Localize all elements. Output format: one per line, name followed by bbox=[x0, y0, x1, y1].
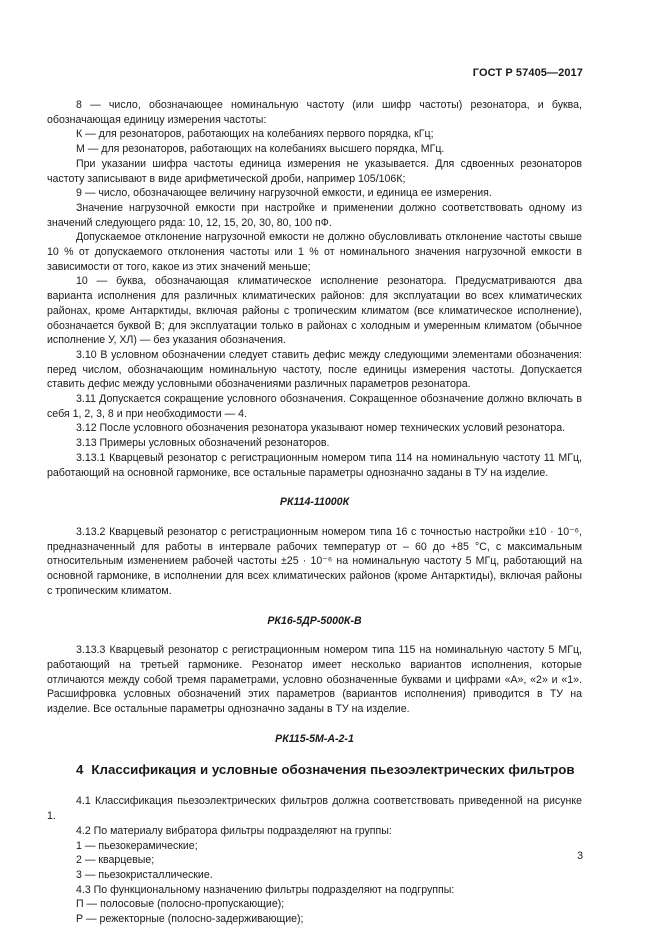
paragraph: 9 — число, обозначающее величину нагрузочной емкости, и единица ее измерения. bbox=[76, 187, 492, 200]
section-number: 4 bbox=[76, 762, 84, 778]
paragraph: 4.2 По материалу вибратора фильтры подразделяют на группы: bbox=[76, 824, 392, 837]
designation-example: РК16-5ДР-5000К-В bbox=[267, 614, 362, 627]
list-item: 3 — пьезокристаллические. bbox=[76, 868, 213, 881]
page-content bbox=[47, 98, 582, 927]
paragraph: 8 — число, обозначающее номинальную частоту (или шифр частоты) резонатора, и буква, обозначающая единицу измерения частоты: bbox=[47, 99, 582, 126]
paragraph: 3.13 Примеры условных обозначений резонаторов. bbox=[76, 437, 330, 450]
list-item: 1 — пьезокерамические; bbox=[76, 839, 198, 852]
page-number: 3 bbox=[577, 850, 583, 862]
designation-example: РК114-11000К bbox=[279, 496, 350, 509]
paragraph: 3.13.3 Кварцевый резонатор с регистрационным номером типа 115 на номинальную частоту 5 МГц, работающий на третьей гармонике. Резонатор имеет несколько вариантов исполнения, которые отличаются между собой тремя параметрами, условно обозначенные буквами и цифрами «А», «2» и «1». Расшифровка условных обозначений этих параметров (вариантов исполнения) приводится в ТУ на изделие. Все остальные параметры однозначно заданы в ТУ на изделие. bbox=[47, 644, 582, 716]
paragraph: Значение нагрузочной емкости при настройке и применении должно соответствовать одному из значений следующего ряда: 10, 12, 15, 20, 30, 80, 100 пФ. bbox=[47, 201, 582, 229]
paragraph: 4.3 По функциональному назначению фильтры подразделяют на подгруппы: bbox=[76, 883, 455, 896]
paragraph: К — для резонаторов, работающих на колебаниях первого порядка, кГц; bbox=[76, 128, 434, 141]
paragraph: 3.11 Допускается сокращение условного обозначения. Сокращенное обозначение должно включать в себя 1, 2, 3, 8 и при необходимости — 4. bbox=[47, 393, 582, 420]
paragraph: 4.1 Классификация пьезоэлектрических фильтров должна соответствовать приведенной на рисунке 1. bbox=[47, 795, 582, 823]
paragraph: 3.13.2 Кварцевый резонатор с регистрационным номером типа 16 с точностью настройки ±10 · 10⁻⁶, предназначенный для работы в интервале рабочих температур от – 60 до +85 °С, с максимальным относительным изменением рабочей частоты ±25 · 10⁻⁶ на номинальную частоту 5 МГц, работающий на основной гармонике, в исполнении для всех климатических районов (кроме Антарктиды), включая районы с тропическим климатом. bbox=[47, 525, 582, 597]
section-title: Классификация и условные обозначения пьезоэлектрических фильтров bbox=[91, 762, 575, 778]
section-heading bbox=[47, 761, 582, 779]
paragraph: При указании шифра частоты единица измерения не указывается. Для сдвоенных резонаторов частоту записывают в виде арифметической дроби, например 105/106К; bbox=[47, 157, 582, 185]
list-item: 2 — кварцевые; bbox=[76, 854, 155, 867]
paragraph: 3.10 В условном обозначении следует ставить дефис между следующими элементами обозначения: перед числом, обозначающим номинальную частоту, после единицы измерения частоты. Допускается ставить дефис между условными обозначениями различных параметров резонатора. bbox=[47, 348, 582, 391]
paragraph: 10 — буква, обозначающая климатическое исполнение резонатора. Предусматриваются два варианта исполнения для различных климатических районов: для эксплуатации во всех климатических районах, кроме Антарктиды, включая районы с тропическим климатом (все климатическое исполнение), обозначается буквой В; для эксплуатации только в районах с холодным и умеренным климатом (обычное исполнение У, ХЛ) — без указания обозначения. bbox=[47, 275, 582, 347]
paragraph: 3.12 После условного обозначения резонатора указывают номер технических условий резонатора. bbox=[76, 422, 566, 435]
paragraph: М — для резонаторов, работающих на колебаниях высшего порядка, МГц. bbox=[76, 143, 445, 156]
list-item: Р — режекторные (полосно-задерживающие); bbox=[76, 913, 304, 926]
document-id-header: ГОСТ Р 57405—2017 bbox=[472, 67, 583, 79]
list-item: П — полосовые (полосно-пропускающие); bbox=[76, 898, 285, 911]
paragraph: 3.13.1 Кварцевый резонатор с регистрационным номером типа 114 на номинальную частоту 11 МГц, работающий на основной гармонике, все остальные параметры однозначно заданы в ТУ на изделие. bbox=[47, 451, 582, 479]
designation-example: РК115-5М-А-2-1 bbox=[275, 732, 354, 745]
paragraph: Допускаемое отклонение нагрузочной емкости не должно обусловливать отклонение частоты свыше 10 % от допускаемого отклонения частоты или 1 % от номинального значения нагрузочной емкости в зависимости от того, какое из этих значений меньше; bbox=[47, 231, 582, 273]
